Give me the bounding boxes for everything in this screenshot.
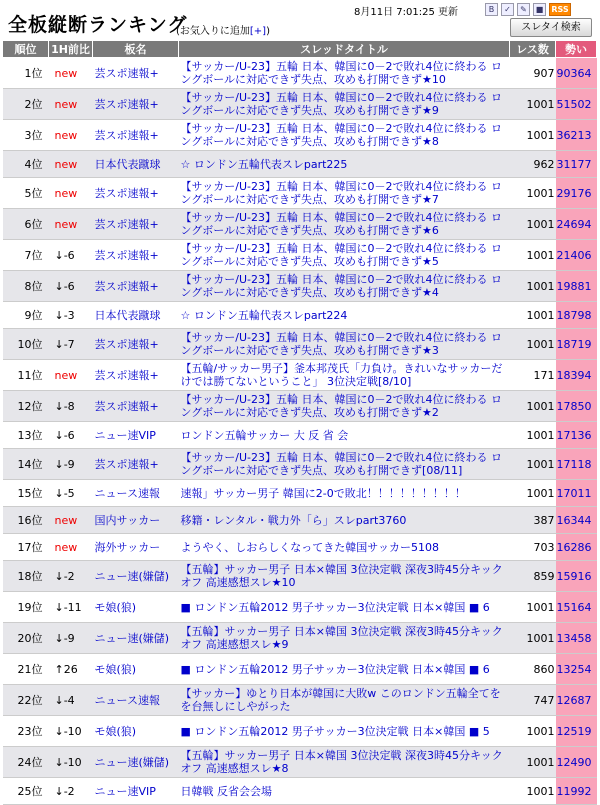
res-count-cell: 1001 <box>510 271 556 302</box>
board-link[interactable]: ニュー速VIP <box>93 422 179 449</box>
res-count-cell: 1001 <box>510 391 556 422</box>
res-count-cell: 1001 <box>510 623 556 654</box>
change-cell: ↓-9 <box>49 623 93 654</box>
col-rank[interactable]: 順位 <box>3 41 49 58</box>
change-cell: ↓-3 <box>49 302 93 329</box>
change-cell: ↓-7 <box>49 329 93 360</box>
board-link[interactable]: 芸スポ速報+ <box>93 120 179 151</box>
table-row <box>3 329 597 360</box>
board-link[interactable]: 芸スポ速報+ <box>93 271 179 302</box>
res-count-cell: 1001 <box>510 449 556 480</box>
thread-title-link[interactable]: 【サッカー/U-23】五輪 日本、韓国に0－2で敗れ4位に終わる ロングボールに対応できず失点、攻めも打開できず★8 <box>179 120 510 151</box>
thread-title-link[interactable]: ロンドン五輪サッカー 大 反 省 会 <box>179 422 510 449</box>
momentum-cell: 24694 <box>556 209 597 240</box>
rank-cell: 1位 <box>3 58 49 89</box>
rank-cell: 3位 <box>3 120 49 151</box>
thread-title-link[interactable]: 【サッカー/U-23】五輪 日本、韓国に0－2で敗れ4位に終わる ロングボールに対応できず失点、攻めも打開できず★5 <box>179 240 510 271</box>
res-count-cell: 1001 <box>510 329 556 360</box>
board-link[interactable]: 国内サッカー <box>93 507 179 534</box>
favorite-suffix: ) <box>266 26 270 37</box>
table-row <box>3 592 597 623</box>
col-momentum[interactable]: 勢い <box>556 41 597 58</box>
table-row <box>3 240 597 271</box>
momentum-cell: 90364 <box>556 58 597 89</box>
momentum-cell: 19881 <box>556 271 597 302</box>
change-cell: new <box>49 209 93 240</box>
board-link[interactable]: モ娘(狼) <box>93 654 179 685</box>
rank-cell: 23位 <box>3 716 49 747</box>
table-row <box>3 58 597 89</box>
res-count-cell: 1001 <box>510 178 556 209</box>
thread-title-search-button[interactable]: スレタイ検索 <box>510 18 592 37</box>
thread-title-link[interactable]: 日韓戦 反省会会場 <box>179 778 510 805</box>
thread-title-link[interactable]: 【五輪/サッカー男子】釜本邦茂氏「力負け。きれいなサッカーだけでは勝てないということ」 3位決定戦[8/10] <box>179 360 510 391</box>
table-row <box>3 654 597 685</box>
momentum-cell: 36213 <box>556 120 597 151</box>
board-link[interactable]: 日本代表蹴球 <box>93 151 179 178</box>
table-row <box>3 480 597 507</box>
change-cell: ↓-6 <box>49 271 93 302</box>
momentum-cell: 12687 <box>556 685 597 716</box>
col-thread-title[interactable]: スレッドタイトル <box>179 41 510 58</box>
res-count-cell: 1001 <box>510 422 556 449</box>
res-count-cell: 962 <box>510 151 556 178</box>
res-count-cell: 1001 <box>510 592 556 623</box>
change-cell: new <box>49 360 93 391</box>
momentum-cell: 13254 <box>556 654 597 685</box>
favorite-prefix: (お気入りに追加 <box>176 26 250 37</box>
favorite-note <box>176 22 270 37</box>
momentum-cell: 31177 <box>556 151 597 178</box>
board-link[interactable]: 芸スポ速報+ <box>93 391 179 422</box>
board-link[interactable]: 日本代表蹴球 <box>93 302 179 329</box>
rank-cell: 14位 <box>3 449 49 480</box>
change-cell: new <box>49 178 93 209</box>
res-count-cell: 1001 <box>510 747 556 778</box>
rank-cell: 21位 <box>3 654 49 685</box>
change-cell: ↓-10 <box>49 716 93 747</box>
rank-cell: 4位 <box>3 151 49 178</box>
col-change[interactable]: 1H前比 <box>49 41 93 58</box>
rank-cell: 12位 <box>3 391 49 422</box>
edit-icon[interactable]: ✎ <box>517 3 530 16</box>
updated-timestamp: 8月11日 7:01:25 更新 <box>354 7 458 18</box>
change-cell: ↓-2 <box>49 778 93 805</box>
rank-cell: 15位 <box>3 480 49 507</box>
table-row <box>3 422 597 449</box>
change-cell: ↓-10 <box>49 747 93 778</box>
table-header-row <box>3 41 597 58</box>
table-row <box>3 151 597 178</box>
board-link[interactable]: 海外サッカー <box>93 534 179 561</box>
momentum-cell: 17136 <box>556 422 597 449</box>
momentum-cell: 12490 <box>556 747 597 778</box>
thread-title-link[interactable]: 【サッカー/U-23】五輪 日本、韓国に0－2で敗れ4位に終わる ロングボールに対応できず失点、攻めも打開できず★7 <box>179 178 510 209</box>
momentum-cell: 17118 <box>556 449 597 480</box>
page-title: 全板縦断ランキング <box>8 14 188 36</box>
rank-cell: 6位 <box>3 209 49 240</box>
board-link[interactable]: ニュース速報 <box>93 480 179 507</box>
rank-cell: 5位 <box>3 178 49 209</box>
thread-title-link[interactable]: 【サッカー/U-23】五輪 日本、韓国に0－2で敗れ4位に終わる ロングボールに対応できず失点、攻めも打開できず★10 <box>179 58 510 89</box>
rank-cell: 19位 <box>3 592 49 623</box>
change-cell: new <box>49 534 93 561</box>
share-icons <box>485 3 571 16</box>
momentum-cell: 15916 <box>556 561 597 592</box>
table-row <box>3 391 597 422</box>
table-row <box>3 120 597 151</box>
thread-title-link[interactable]: ■ ロンドン五輪2012 男子サッカー3位決定戦 日本×韓国 ■ 6 <box>179 654 510 685</box>
change-cell: new <box>49 58 93 89</box>
thread-title-link[interactable]: 【五輪】サッカー男子 日本×韓国 3位決定戦 深夜3時45分キックオフ 高速感想スレ★9 <box>179 623 510 654</box>
rank-cell: 9位 <box>3 302 49 329</box>
thread-title-link[interactable]: 【五輪】サッカー男子 日本×韓国 3位決定戦 深夜3時45分キックオフ 高速感想スレ★10 <box>179 561 510 592</box>
thread-title-link[interactable]: 移籍・レンタル・戦力外「ら」スレpart3760 <box>179 507 510 534</box>
board-link[interactable]: モ娘(狼) <box>93 592 179 623</box>
page-header <box>0 0 600 40</box>
res-count-cell: 747 <box>510 685 556 716</box>
rank-cell: 16位 <box>3 507 49 534</box>
res-count-cell: 1001 <box>510 480 556 507</box>
table-row <box>3 178 597 209</box>
momentum-cell: 15164 <box>556 592 597 623</box>
change-cell: ↓-5 <box>49 480 93 507</box>
board-link[interactable]: ニュース速報 <box>93 685 179 716</box>
thread-title-link[interactable]: 【サッカー/U-23】五輪 日本、韓国に0－2で敗れ4位に終わる ロングボールに対応できず失点、攻めも打開できず★9 <box>179 89 510 120</box>
thread-title-link[interactable]: ようやく、しおらしくなってきた韓国サッカー5108 <box>179 534 510 561</box>
bookmark-icon[interactable]: ✓ <box>501 3 514 16</box>
momentum-cell: 17850 <box>556 391 597 422</box>
delicious-icon[interactable]: ■ <box>533 3 546 16</box>
board-link[interactable]: モ娘(狼) <box>93 716 179 747</box>
thread-title-link[interactable]: 【サッカー/U-23】五輪 日本、韓国に0－2で敗れ4位に終わる ロングボールに対応できず失点、攻めも打開できず★3 <box>179 329 510 360</box>
thread-title-link[interactable]: ☆ ロンドン五輪代表スレpart224 <box>179 302 510 329</box>
res-count-cell: 859 <box>510 561 556 592</box>
thread-title-link[interactable]: ☆ ロンドン五輪代表スレpart225 <box>179 151 510 178</box>
board-link[interactable]: 芸スポ速報+ <box>93 329 179 360</box>
board-link[interactable]: 芸スポ速報+ <box>93 449 179 480</box>
rank-cell: 25位 <box>3 778 49 805</box>
momentum-cell: 29176 <box>556 178 597 209</box>
board-link[interactable]: ニュー速(嫌儲) <box>93 623 179 654</box>
ranking-table <box>2 40 597 805</box>
board-link[interactable]: 芸スポ速報+ <box>93 58 179 89</box>
res-count-cell: 1001 <box>510 302 556 329</box>
rank-cell: 7位 <box>3 240 49 271</box>
res-count-cell: 171 <box>510 360 556 391</box>
table-row <box>3 778 597 805</box>
table-row <box>3 507 597 534</box>
momentum-cell: 12519 <box>556 716 597 747</box>
rank-cell: 18位 <box>3 561 49 592</box>
rss-icon[interactable]: RSS <box>549 3 571 16</box>
table-row <box>3 302 597 329</box>
board-link[interactable]: 芸スポ速報+ <box>93 89 179 120</box>
change-cell: ↓-8 <box>49 391 93 422</box>
momentum-cell: 18394 <box>556 360 597 391</box>
change-cell: new <box>49 120 93 151</box>
board-link[interactable]: ニュー速(嫌儲) <box>93 747 179 778</box>
board-link[interactable]: 芸スポ速報+ <box>93 209 179 240</box>
thread-title-link[interactable]: 速報」サッカー男子 韓国に2-0で敗北！！！！！！！！！ <box>179 480 510 507</box>
res-count-cell: 1001 <box>510 209 556 240</box>
board-link[interactable]: ニュー速(嫌儲) <box>93 561 179 592</box>
rank-cell: 10位 <box>3 329 49 360</box>
table-row <box>3 360 597 391</box>
res-count-cell: 387 <box>510 507 556 534</box>
table-row <box>3 449 597 480</box>
table-row <box>3 534 597 561</box>
change-cell: new <box>49 151 93 178</box>
col-res-count[interactable]: レス数 <box>510 41 556 58</box>
res-count-cell: 1001 <box>510 240 556 271</box>
momentum-cell: 18719 <box>556 329 597 360</box>
thread-title-link[interactable]: 【サッカー/U-23】五輪 日本、韓国に0－2で敗れ4位に終わる ロングボールに対応できず失点、攻めも打開できず★2 <box>179 391 510 422</box>
thread-title-link[interactable]: 【サッカー/U-23】五輪 日本、韓国に0－2で敗れ4位に終わる ロングボールに対応できず失点、攻めも打開できず★6 <box>179 209 510 240</box>
res-count-cell: 907 <box>510 58 556 89</box>
momentum-cell: 16286 <box>556 534 597 561</box>
momentum-cell: 16344 <box>556 507 597 534</box>
board-link[interactable]: 芸スポ速報+ <box>93 360 179 391</box>
col-board[interactable]: 板名 <box>93 41 179 58</box>
hatena-icon[interactable]: B <box>485 3 498 16</box>
momentum-cell: 11992 <box>556 778 597 805</box>
rank-cell: 17位 <box>3 534 49 561</box>
momentum-cell: 13458 <box>556 623 597 654</box>
rank-cell: 2位 <box>3 89 49 120</box>
momentum-cell: 51502 <box>556 89 597 120</box>
table-row <box>3 561 597 592</box>
table-row <box>3 685 597 716</box>
rank-cell: 20位 <box>3 623 49 654</box>
rank-cell: 22位 <box>3 685 49 716</box>
thread-title-link[interactable]: ■ ロンドン五輪2012 男子サッカー3位決定戦 日本×韓国 ■ 5 <box>179 716 510 747</box>
momentum-cell: 21406 <box>556 240 597 271</box>
thread-title-link[interactable]: 【サッカー/U-23】五輪 日本、韓国に0－2で敗れ4位に終わる ロングボールに対応できず失点、攻めも打開できず[08/11] <box>179 449 510 480</box>
change-cell: new <box>49 507 93 534</box>
thread-title-link[interactable]: 【五輪】サッカー男子 日本×韓国 3位決定戦 深夜3時45分キックオフ 高速感想スレ★8 <box>179 747 510 778</box>
thread-title-link[interactable]: 【サッカー】ゆとり日本が韓国に大敗w このロンドン五輪全てをを台無しにしやがった <box>179 685 510 716</box>
board-link[interactable]: 芸スポ速報+ <box>93 240 179 271</box>
table-row <box>3 89 597 120</box>
res-count-cell: 1001 <box>510 120 556 151</box>
change-cell: ↓-6 <box>49 240 93 271</box>
thread-title-link[interactable]: ■ ロンドン五輪2012 男子サッカー3位決定戦 日本×韓国 ■ 6 <box>179 592 510 623</box>
change-cell: ↓-11 <box>49 592 93 623</box>
table-row <box>3 747 597 778</box>
res-count-cell: 1001 <box>510 716 556 747</box>
board-link[interactable]: 芸スポ速報+ <box>93 178 179 209</box>
momentum-cell: 18798 <box>556 302 597 329</box>
rank-cell: 8位 <box>3 271 49 302</box>
res-count-cell: 1001 <box>510 89 556 120</box>
board-link[interactable]: ニュー速VIP <box>93 778 179 805</box>
res-count-cell: 860 <box>510 654 556 685</box>
thread-title-link[interactable]: 【サッカー/U-23】五輪 日本、韓国に0－2で敗れ4位に終わる ロングボールに対応できず失点、攻めも打開できず★4 <box>179 271 510 302</box>
res-count-cell: 703 <box>510 534 556 561</box>
rank-cell: 11位 <box>3 360 49 391</box>
rank-cell: 13位 <box>3 422 49 449</box>
table-row <box>3 623 597 654</box>
change-cell: new <box>49 89 93 120</box>
table-row <box>3 716 597 747</box>
rank-cell: 24位 <box>3 747 49 778</box>
res-count-cell: 1001 <box>510 778 556 805</box>
change-cell: ↓-6 <box>49 422 93 449</box>
change-cell: ↓-9 <box>49 449 93 480</box>
momentum-cell: 17011 <box>556 480 597 507</box>
table-row <box>3 271 597 302</box>
change-cell: ↑26 <box>49 654 93 685</box>
change-cell: ↓-2 <box>49 561 93 592</box>
change-cell: ↓-4 <box>49 685 93 716</box>
table-row <box>3 209 597 240</box>
add-favorite-link[interactable]: [+] <box>249 26 267 37</box>
